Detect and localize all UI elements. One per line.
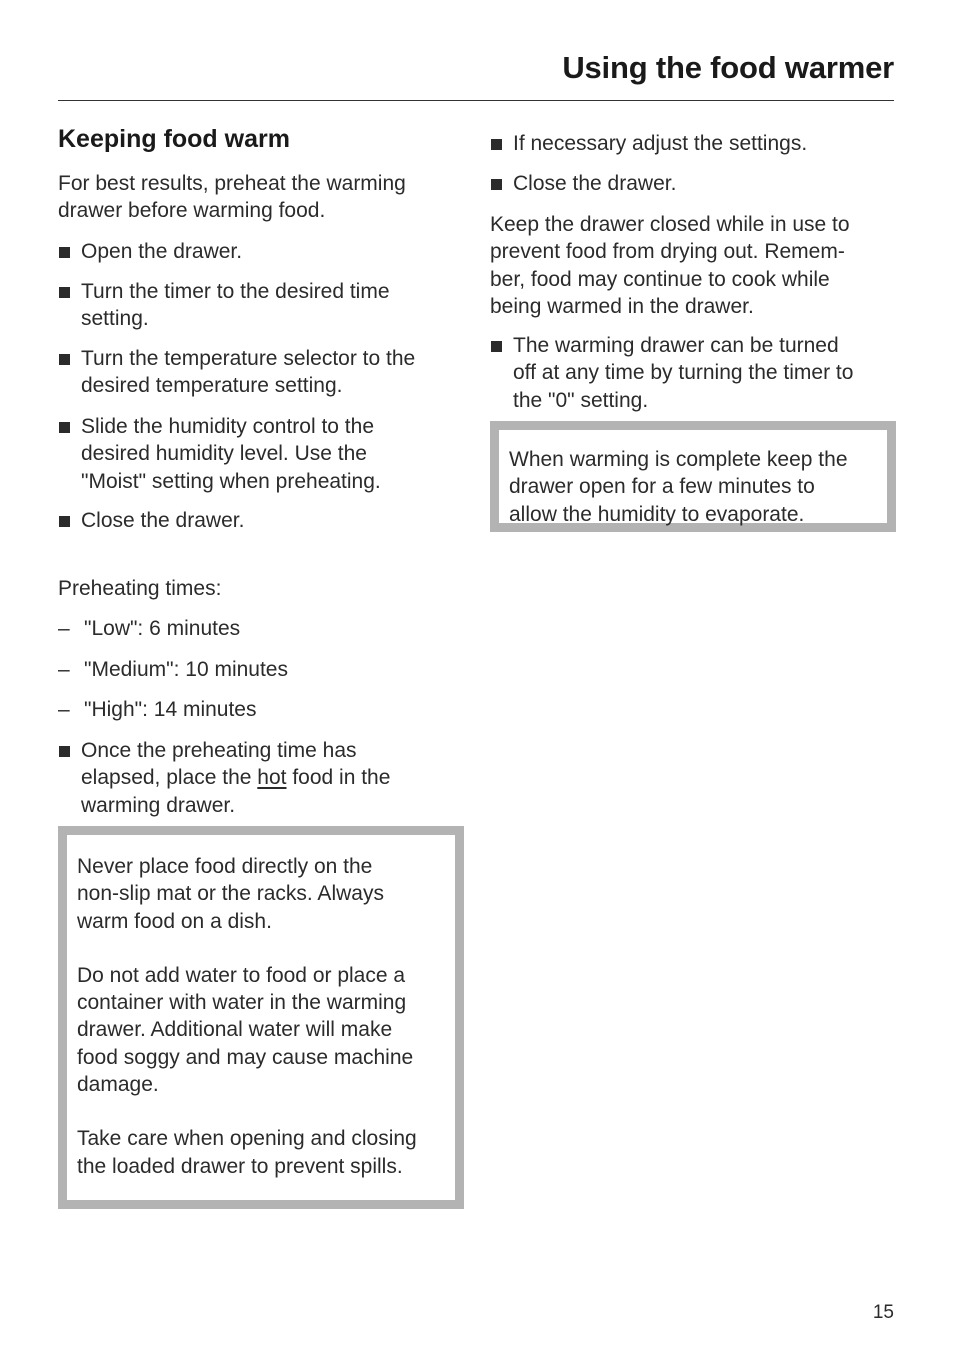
dash-icon: – bbox=[58, 617, 70, 640]
bullet-square-icon bbox=[491, 139, 502, 150]
bullet-square-icon bbox=[59, 746, 70, 757]
dash-icon: – bbox=[58, 698, 70, 721]
bullet-square-icon bbox=[59, 354, 70, 365]
page-number: 15 bbox=[872, 1302, 894, 1323]
note-paragraph: Do not add water to food or place a container with water in the warming drawer. Additional water will make food soggy and may cause machine damage. bbox=[77, 963, 414, 1097]
warning-note-box bbox=[58, 826, 464, 1209]
step-adjust-settings: If necessary adjust the settings. bbox=[490, 130, 807, 157]
step-open-drawer: Open the drawer. bbox=[58, 238, 242, 265]
step-turn-timer: Turn the timer to the desired time setting. bbox=[58, 278, 390, 333]
preheat-label: Preheating times: bbox=[58, 577, 222, 600]
keep-closed-paragraph: Keep the drawer closed while in use to prevent food from drying out. Remem- ber, food may continue to cook while being warmed in the drawer. bbox=[490, 213, 850, 318]
step-turn-off: The warming drawer can be turned off at any time by turning the timer to the "0" setting. bbox=[490, 332, 853, 414]
section-heading: Keeping food warm bbox=[58, 125, 290, 153]
dash-icon: – bbox=[58, 658, 70, 681]
bullet-square-icon bbox=[59, 422, 70, 433]
bullet-square-icon bbox=[491, 179, 502, 190]
humidity-note-box bbox=[490, 421, 896, 532]
preheat-time-item: – "High": 14 minutes bbox=[58, 696, 257, 723]
note-paragraph: When warming is complete keep the drawer open for a few minutes to allow the humidity to evaporate. bbox=[509, 448, 848, 526]
bullet-square-icon bbox=[59, 516, 70, 527]
note-paragraph: Take care when opening and closing the loaded drawer to prevent spills. bbox=[77, 1127, 417, 1178]
step-place-food: Once the preheating time has elapsed, place the hot food in the warming drawer. bbox=[58, 737, 390, 819]
preheat-time-item: – "Medium": 10 minutes bbox=[58, 656, 288, 683]
step-close-drawer: Close the drawer. bbox=[58, 507, 244, 534]
step-temperature: Turn the temperature selector to the desired temperature setting. bbox=[58, 345, 415, 400]
bullet-square-icon bbox=[491, 341, 502, 352]
step-humidity: Slide the humidity control to the desired humidity level. Use the "Moist" setting when preheating. bbox=[58, 413, 381, 495]
header-rule bbox=[58, 100, 894, 101]
note-paragraph: Never place food directly on the non-slip mat or the racks. Always warm food on a dish. bbox=[77, 855, 384, 933]
bullet-square-icon bbox=[59, 247, 70, 258]
emphasis-hot: hot bbox=[257, 766, 287, 790]
intro-paragraph: For best results, preheat the warming drawer before warming food. bbox=[58, 172, 406, 223]
bullet-square-icon bbox=[59, 287, 70, 298]
preheat-time-item: – "Low": 6 minutes bbox=[58, 615, 240, 642]
page-header: Using the food warmer bbox=[562, 50, 894, 85]
step-close-drawer-right: Close the drawer. bbox=[490, 170, 676, 197]
